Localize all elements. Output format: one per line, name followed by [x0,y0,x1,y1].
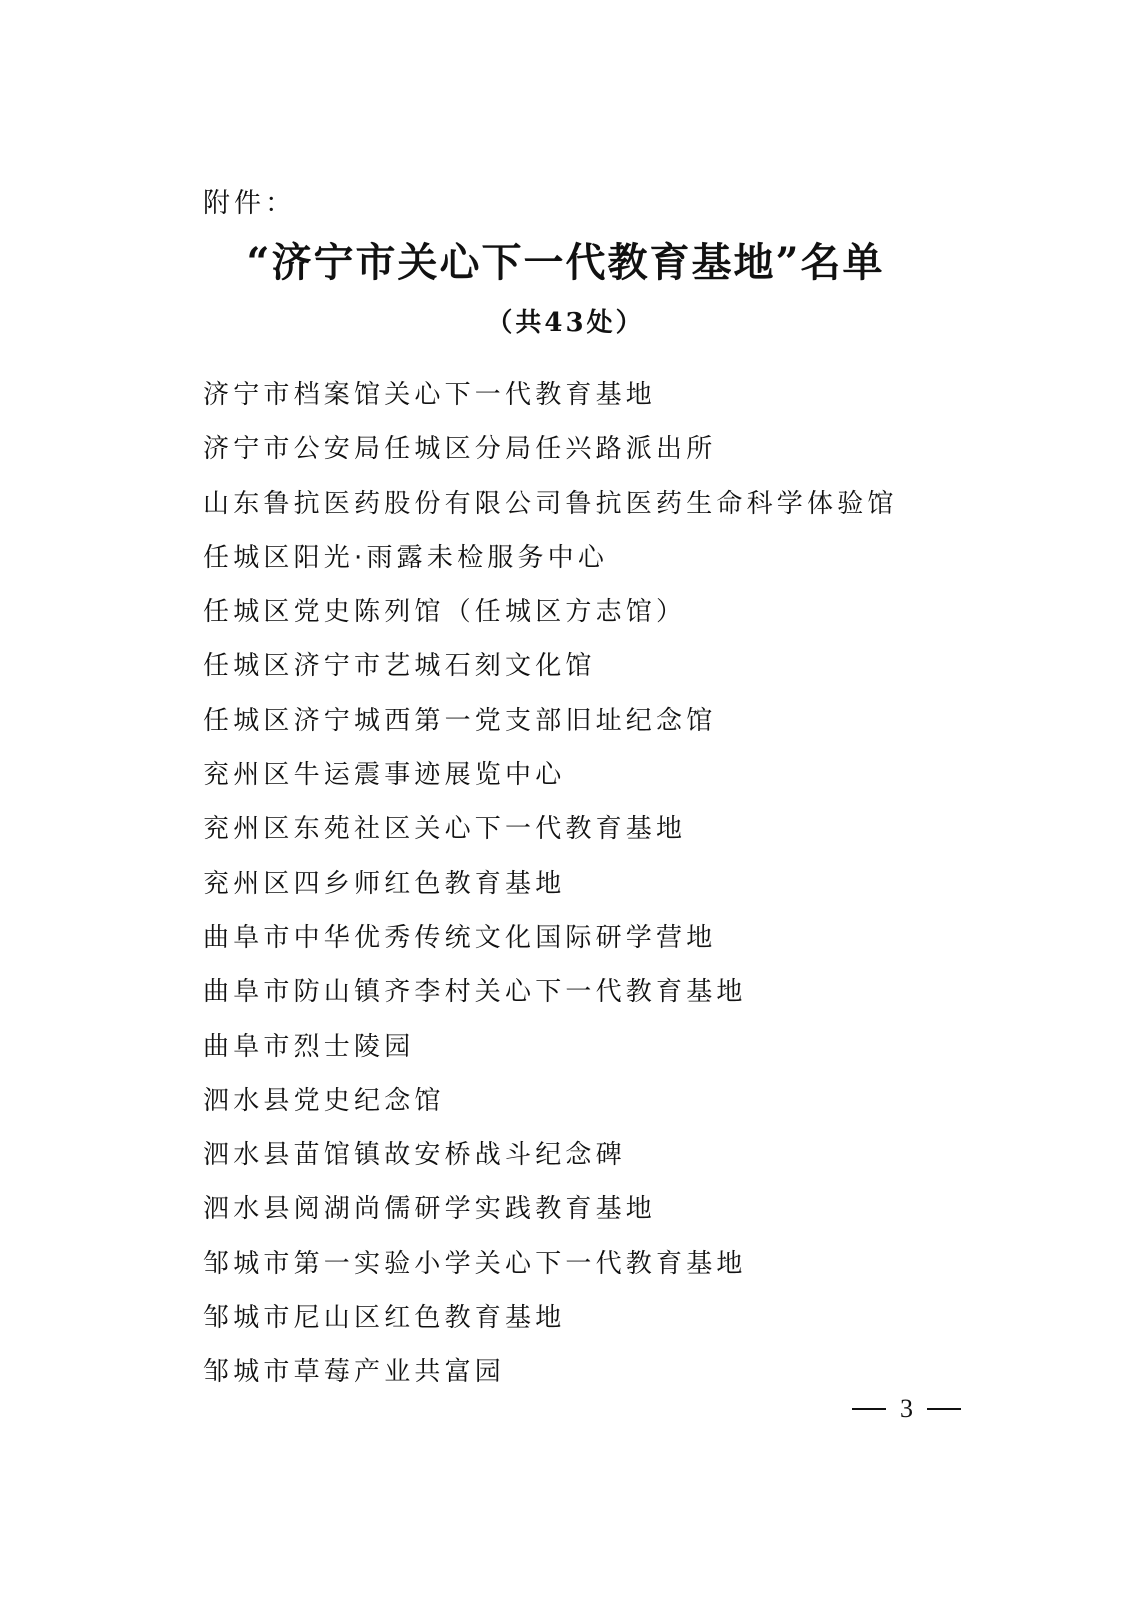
list-item: 曲阜市烈士陵园 [203,1031,415,1062]
site-list [203,373,898,1405]
document-subtitle: （共43处） [486,308,645,338]
list-item: 任城区济宁市艺城石刻文化馆 [203,651,596,682]
list-item: 兖州区东苑社区关心下一代教育基地 [203,814,687,845]
list-item: 泗水县党史纪念馆 [203,1085,445,1116]
page-number-right-dash [927,1408,961,1410]
page-number-value: 3 [900,1394,913,1423]
list-item: 济宁市档案馆关心下一代教育基地 [203,380,657,410]
page-number-left-dash [852,1408,886,1410]
list-item: 邹城市第一实验小学关心下一代教育基地 [203,1248,747,1279]
list-item: 曲阜市防山镇齐李村关心下一代教育基地 [203,977,747,1008]
attachment-label: 附件： [203,188,296,219]
list-item: 曲阜市中华优秀传统文化国际研学营地 [203,922,717,953]
list-item: 济宁市公安局任城区分局任兴路派出所 [203,434,717,465]
page-number [852,1391,961,1427]
list-item: 泗水县阅湖尚儒研学实践教育基地 [203,1194,657,1225]
list-item: 邹城市尼山区红色教育基地 [203,1303,566,1334]
list-item: 邹城市草莓产业共富园 [203,1357,506,1388]
list-item: 泗水县苗馆镇故安桥战斗纪念碑 [203,1140,626,1171]
list-item: 兖州区四乡师红色教育基地 [203,868,566,899]
document-title: “济宁市关心下一代教育基地”名单 [246,239,885,286]
list-item: 山东鲁抗医药股份有限公司鲁抗医药生命科学体验馆 [203,488,898,519]
list-item: 兖州区牛运震事迹展览中心 [203,760,566,791]
list-item: 任城区党史陈列馆（任城区方志馆） [203,597,687,628]
list-item: 任城区济宁城西第一党支部旧址纪念馆 [203,705,717,736]
list-item: 任城区阳光·雨露未检服务中心 [203,542,609,573]
